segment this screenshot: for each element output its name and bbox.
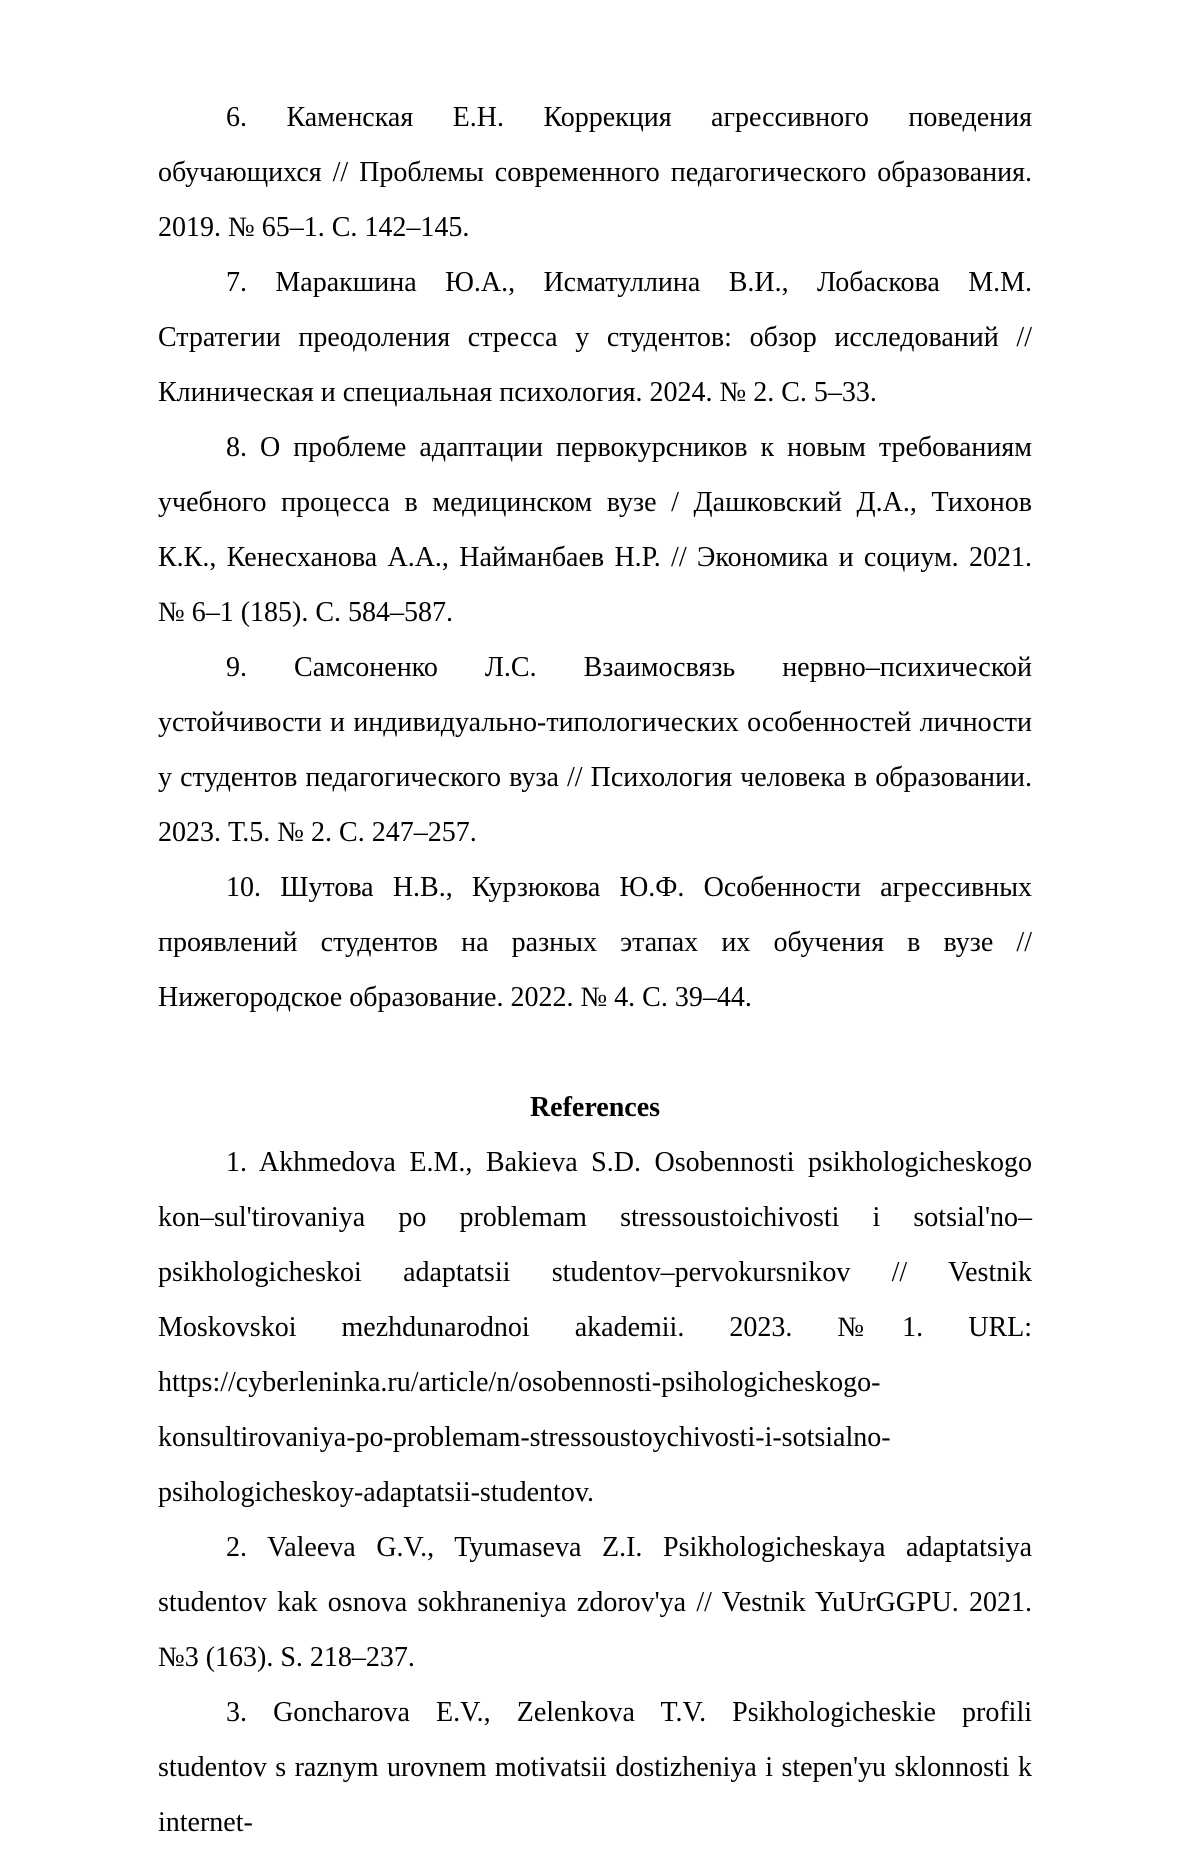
references-heading: References <box>529 1092 661 1123</box>
reference-item-en-1: 1. Akhmedova E.M., Bakieva S.D. Osobennosti psikhologicheskogo kon–sul'tirovaniya po problemam stressoustoichivosti i sotsial'no–psikhologicheskoi adaptatsii studentov–pervokursnikov // Vestnik Moskovskoi mezhdunarodnoi akademii. 2023. №1. URL: https://cyberleninka.ru/article/n/osobennosti-psihologicheskogo-konsultirovaniya-po-problemam-stressoustoychivosti-i-sotsialno-psihologicheskoy-adaptatsii-studentov. <box>158 1147 1032 1508</box>
reference-item-en-3: 3. Goncharova E.V., Zelenkova T.V. Psikhologicheskie profili studentov s raznym urovnem motivatsii dostizheniya i stepen'yu sklonnosti k internet- <box>158 1697 1032 1838</box>
reference-item-ru-10: 10. Шутова Н.В., Курзюкова Ю.Ф. Особенности агрессивных проявлений студентов на разных этапах их обучения в вузе // Нижегородское образование. 2022. № 4. С. 39–44. <box>158 872 1032 1013</box>
reference-item-ru-8: 8. О проблеме адаптации первокурсников к новым требованиям учебного процесса в медицинском вузе / Дашковский Д.А., Тихонов К.К., Кенесханова А.А., Найманбаев Н.Р. // Экономика и социум. 2021. № 6–1 (185). С. 584–587. <box>158 432 1032 628</box>
reference-item-ru-6: 6. Каменская Е.Н. Коррекция агрессивного поведения обучающихся // Проблемы современного педагогического образования. 2019. № 65–1. С. 142–145. <box>158 102 1032 243</box>
reference-item-ru-9: 9. Самсоненко Л.С. Взаимосвязь нервно–психической устойчивости и индивидуально-типологических особенностей личности у студентов педагогического вуза // Психология человека в образовании. 2023. Т.5. № 2. С. 247–257. <box>158 652 1032 848</box>
reference-item-ru-7: 7. Маракшина Ю.А., Исматуллина В.И., Лобаскова М.М. Стратегии преодоления стресса у студентов: обзор исследований // Клиническая и специальная психология. 2024. № 2. С. 5–33. <box>158 267 1032 408</box>
reference-item-en-2: 2. Valeeva G.V., Tyumaseva Z.I. Psikhologicheskaya adaptatsiya studentov kak osnova sokhraneniya zdorov'ya // Vestnik YuUrGGPU. 2021. №3 (163). S. 218–237. <box>158 1532 1032 1673</box>
